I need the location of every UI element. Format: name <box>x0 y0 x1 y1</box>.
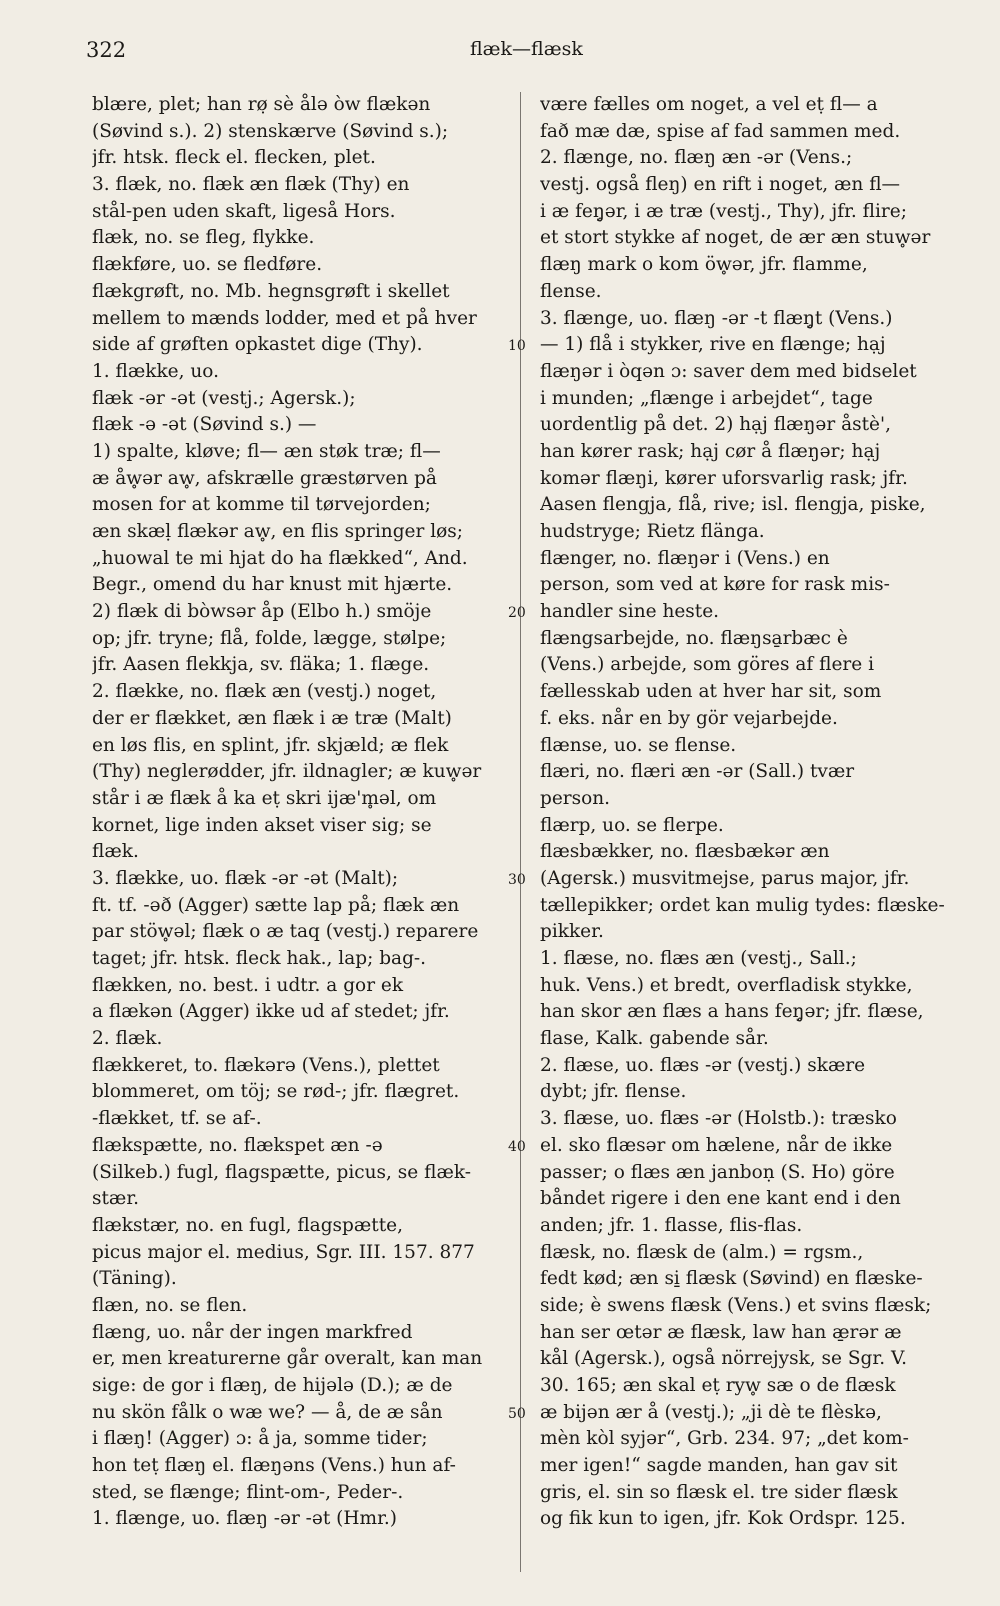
dictionary-line: side; è swens flæsk (Vens.) et svins flæsk; <box>540 1294 932 1316</box>
dictionary-line: flækstær, no. en fugl, flagspætte, <box>92 1214 403 1236</box>
dictionary-line: person, som ved at køre for rask mis- <box>540 574 890 596</box>
dictionary-line: stål-pen uden skaft, ligeså Hors. <box>92 200 396 222</box>
line-number: 30 <box>508 872 526 889</box>
dictionary-line: uordentlig på det. 2) hạj flæŋər åstè', <box>540 414 891 436</box>
dictionary-line: flærp, uo. se flerpe. <box>540 814 724 836</box>
dictionary-line: sige: de gor i flæŋ, de hijələ (D.); æ de <box>92 1375 453 1396</box>
dictionary-line: handler sine heste. <box>540 601 720 623</box>
dictionary-line: flækken, no. best. i udtr. a gor ek <box>92 974 404 996</box>
dictionary-line: stær. <box>92 1188 140 1210</box>
dictionary-line: ft. tf. -əð (Agger) sætte lap på; flæk æn <box>92 894 460 916</box>
dictionary-line: hon teṭ flæŋ el. flæŋəns (Vens.) hun af- <box>92 1455 456 1477</box>
dictionary-line: 3. flække, uo. flæk -ər -ət (Malt); <box>92 867 399 889</box>
dictionary-line: flæŋər i òqən ɔ: saver dem med bidselet <box>540 360 917 382</box>
dictionary-line: passer; o flæs æn janboṇ (S. Ho) göre <box>540 1161 895 1183</box>
dictionary-line: flæk -ər -ət (vestj.; Agersk.); <box>92 387 356 409</box>
dictionary-line: (Täning). <box>92 1268 177 1290</box>
dictionary-line: 2. flække, no. flæk æn (vestj.) noget, <box>92 681 437 703</box>
dictionary-line: mer igen!“ sagde manden, han gav sit <box>540 1455 898 1477</box>
dictionary-line: -flækket, tf. se af-. <box>92 1108 262 1130</box>
dictionary-line: flæk, no. se fleg, flykke. <box>92 227 315 249</box>
dictionary-line: flænger, no. flæŋər i (Vens.) en <box>540 547 830 569</box>
dictionary-line: op; jfr. tryne; flå, folde, lægge, stølpe; <box>92 627 447 649</box>
dictionary-line: mellem to mænds lodder, med et på hver <box>92 307 477 329</box>
dictionary-line: båndet rigere i den ene kant end i den <box>540 1188 901 1210</box>
dictionary-line: 2) flæk di bòwsər åp (Elbo h.) smöje <box>92 601 432 623</box>
left-column <box>92 92 497 1533</box>
dictionary-line: flæk. <box>92 841 139 863</box>
dictionary-line: (Thy) neglerødder, jfr. ildnagler; æ kuw̥ər <box>92 761 482 783</box>
dictionary-line: er, men kreaturerne går overalt, kan man <box>92 1348 483 1370</box>
dictionary-line: flase, Kalk. gabende sår. <box>540 1028 769 1050</box>
line-number: 50 <box>508 1406 526 1423</box>
dictionary-line: står i æ flæk å ka eṭ skri ijæ'm̥əl, om <box>92 787 437 809</box>
dictionary-line: par stöw̥əl; flæk o æ taq (vestj.) reparere <box>92 921 479 943</box>
running-head: flæk—flæsk <box>470 38 583 60</box>
dictionary-line: 2. flæk. <box>92 1028 163 1050</box>
dictionary-line: (Silkeb.) fugl, flagspætte, picus, se flæk- <box>92 1161 471 1183</box>
dictionary-line: (Søvind s.). 2) stenskærve (Søvind s.); <box>92 120 449 142</box>
dictionary-line: vestj. også fleŋ) en rift i noget, æn fl— <box>540 174 901 196</box>
dictionary-line: flæri, no. flæri æn -ər (Sall.) tvær <box>540 761 855 783</box>
dictionary-line: være fælles om noget, a vel eṭ fl— a <box>540 94 878 115</box>
dictionary-line: flæk -ə -ət (Søvind s.) — <box>92 414 317 436</box>
dictionary-line: taget; jfr. htsk. fleck hak., lap; bag-. <box>92 948 427 969</box>
dictionary-line: (Agersk.) musvitmejse, parus major, jfr. <box>540 867 910 889</box>
dictionary-line: „huowal te mi hjat do ha flækked“, And. <box>92 547 468 569</box>
dictionary-line: jfr. Aasen flekkja, sv. fläka; 1. flæge. <box>92 654 430 676</box>
dictionary-line: 30. 165; æn skal eṭ ryw̥ sæ o de flæsk <box>540 1375 896 1396</box>
line-number: 20 <box>508 605 526 622</box>
dictionary-line: el. sko flæsər om hælene, når de ikke <box>540 1134 893 1156</box>
column-divider <box>520 92 521 1572</box>
right-column <box>540 92 958 1533</box>
dictionary-line: blære, plet; han rø̣ sè ålə òw flækən <box>92 94 431 115</box>
dictionary-line: mèn kòl syjər“, Grb. 234. 97; „det kom- <box>540 1428 909 1450</box>
dictionary-line: flæsbækker, no. flæsbækər æn <box>540 841 830 863</box>
dictionary-line: blommeret, om töj; se rød-; jfr. flægret. <box>92 1081 460 1103</box>
dictionary-line: flækkeret, to. flækərə (Vens.), plettet <box>92 1054 440 1076</box>
dictionary-line: 1. flække, uo. <box>92 360 219 382</box>
dictionary-line: pikker. <box>540 921 604 943</box>
dictionary-line: kornet, lige inden akset viser sig; se <box>92 814 432 836</box>
dictionary-line: fedt kød; æn si̱ flæsk (Søvind) en flæske- <box>540 1268 923 1290</box>
dictionary-line: Begr., omend du har knust mit hjærte. <box>92 574 453 596</box>
dictionary-line: fað mæ dæ, spise af fad sammen med. <box>540 120 901 142</box>
dictionary-line: og fik kun to igen, jfr. Kok Ordspr. 125. <box>540 1508 906 1530</box>
page-number: 322 <box>86 38 127 62</box>
dictionary-line: Aasen flengja, flå, rive; isl. flengja, piske, <box>540 494 926 516</box>
dictionary-line: 3. flænge, uo. flæŋ -ər -t flæŋ̥t (Vens.) <box>540 307 893 329</box>
dictionary-line: anden; jfr. 1. flasse, flis-flas. <box>540 1214 803 1236</box>
dictionary-line: flense. <box>540 280 602 302</box>
dictionary-line: i flæŋ! (Agger) ɔ: å ja, somme tider; <box>92 1428 428 1450</box>
dictionary-line: æ åw̥ər aw̥, afskrælle græstørven på <box>92 467 437 489</box>
dictionary-line: et stort stykke af noget, de ær æn stuw̥ər <box>540 227 931 249</box>
dictionary-line: hudstryge; Rietz flänga. <box>540 521 765 542</box>
dictionary-line: nu skön fålk o wæ we? — å, de æ sån <box>92 1401 443 1423</box>
dictionary-line: jfr. htsk. fleck el. flecken, plet. <box>92 147 376 169</box>
dictionary-line: 3. flæk, no. flæk æn flæk (Thy) en <box>92 174 410 196</box>
dictionary-line: æ bijən ær å (vestj.); „ji dè te flèskə, <box>540 1401 882 1423</box>
dictionary-line: der er flækket, æn flæk i æ træ (Malt) <box>92 707 452 729</box>
dictionary-line: flæŋ mark o kom öw̥ər, jfr. flamme, <box>540 254 868 276</box>
dictionary-line: flæn, no. se flen. <box>92 1294 248 1316</box>
dictionary-line: i æ feŋ̥ər, i æ træ (vestj., Thy), jfr. flire; <box>540 200 907 222</box>
dictionary-line: 1) spalte, kløve; fl— æn støk træ; fl— <box>92 440 441 462</box>
line-number: 10 <box>508 338 526 355</box>
dictionary-line: a flækən (Agger) ikke ud af stedet; jfr. <box>92 1001 450 1023</box>
dictionary-line: i munden; „flænge i arbejdet“, tage <box>540 387 873 409</box>
dictionary-line: 1. flænge, uo. flæŋ -ər -ət (Hmr.) <box>92 1508 397 1530</box>
dictionary-line: f. eks. når en by gör vejarbejde. <box>540 707 838 729</box>
dictionary-line: æn skæḷ flækər aw̥, en flis springer løs; <box>92 521 463 542</box>
dictionary-line: fællesskab uden at hver har sit, som <box>540 681 882 703</box>
dictionary-line: flængsarbejde, no. flæŋsa̱rbæc è <box>540 627 848 649</box>
dictionary-line: picus major el. medius, Sgr. III. 157. 877 <box>92 1241 475 1263</box>
dictionary-line: — 1) flå i stykker, rive en flænge; hạj <box>540 334 886 356</box>
line-number: 40 <box>508 1139 526 1156</box>
dictionary-line: flækspætte, no. flækspet æn -ə <box>92 1134 383 1156</box>
dictionary-line: han ser œtər æ flæsk, law han æ̱rər æ <box>540 1321 902 1343</box>
dictionary-line: gris, el. sin so flæsk el. tre sider flæsk <box>540 1481 898 1503</box>
dictionary-line: en løs flis, en splint, jfr. skjæld; æ flek <box>92 734 449 756</box>
dictionary-line: dybt; jfr. flense. <box>540 1081 687 1103</box>
dictionary-line: sted, se flænge; flint-om-, Peder-. <box>92 1481 404 1503</box>
dictionary-line: kål (Agersk.), også nörrejysk, se Sgr. V. <box>540 1348 907 1370</box>
dictionary-line: flækgrøft, no. Mb. hegnsgrøft i skellet <box>92 280 450 302</box>
dictionary-line: (Vens.) arbejde, som göres af flere i <box>540 654 875 676</box>
dictionary-line: person. <box>540 787 611 809</box>
dictionary-line: flæng, uo. når der ingen markfred <box>92 1321 413 1343</box>
dictionary-line: tællepikker; ordet kan mulig tydes: flæske- <box>540 894 945 916</box>
dictionary-line: han kører rask; hạj cør å flæŋər; hạj <box>540 440 881 462</box>
dictionary-line: 3. flæse, uo. flæs -ər (Holstb.): træsko <box>540 1108 897 1130</box>
dictionary-line: mosen for at komme til tørvejorden; <box>92 494 431 516</box>
dictionary-line: flækføre, uo. se fledføre. <box>92 254 323 276</box>
dictionary-line: 1. flæse, no. flæs æn (vestj., Sall.; <box>540 948 857 969</box>
dictionary-line: huk. Vens.) et bredt, overfladisk stykke, <box>540 974 913 996</box>
dictionary-line: han skor æn flæs a hans feŋ̥ər; jfr. flæse, <box>540 1001 924 1023</box>
dictionary-line: 2. flæse, uo. flæs -ər (vestj.) skære <box>540 1054 866 1076</box>
dictionary-line: 2. flænge, no. flæŋ æn -ər (Vens.; <box>540 147 853 169</box>
dictionary-line: flæsk, no. flæsk de (alm.) = rgsm., <box>540 1241 864 1263</box>
dictionary-line: side af grøften opkastet dige (Thy). <box>92 334 423 356</box>
dictionary-line: flænse, uo. se flense. <box>540 734 737 756</box>
dictionary-line: komər flæŋi, kører uforsvarlig rask; jfr. <box>540 467 908 489</box>
